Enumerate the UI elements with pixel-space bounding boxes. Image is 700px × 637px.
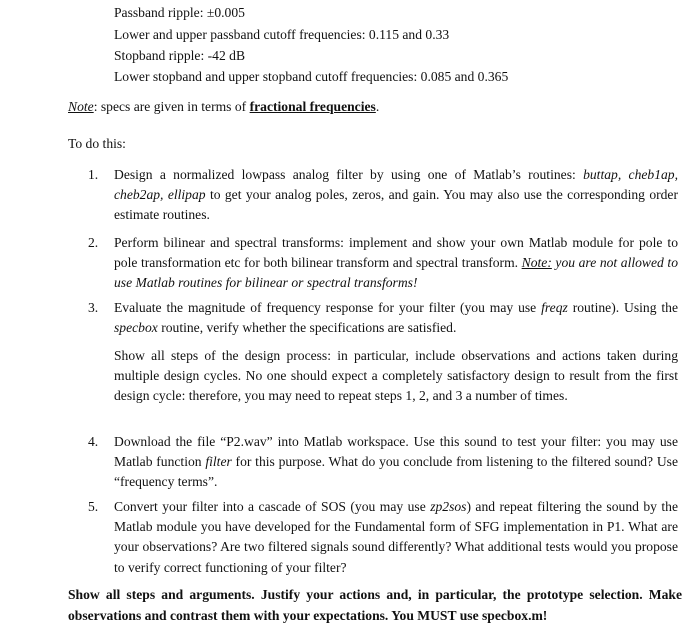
routine-filter: filter [205,454,232,470]
task-text-part: Download the file “P2.wav” into Matlab workspace. Use this sound to test your filter: you may use Matlab function [114,434,678,470]
task-number: 3. [88,300,99,315]
task-text [114,233,678,294]
routine-specbox: specbox [114,320,158,336]
task-text-part: for this purpose. What do you conclude from listening to the filtered sound? Use “frequency terms”. [114,454,678,490]
matlab-routines: buttap, cheb1ap, cheb2ap, ellipap [114,167,678,203]
note-label: Note [68,99,94,114]
task-number: 2. [88,235,99,250]
task-text-part: ) and repeat filtering the sound by the Matlab module you have developed for the Fundamental form of SFG implementation in P1. What are your observations? Are two filtered signals sound differently? What additional tests would you propose to verify correct functioning of your filter? [114,499,679,575]
task-text [114,432,678,493]
note-end: . [375,99,380,114]
task-text-part: Perform bilinear and spectral transforms: implement and show your own Matlab module for pole to pole transformation etc for both bilinear transform and spectral transform. [114,235,678,271]
task-text-part: Design a normalized lowpass analog filter by using one of Matlab’s routines: [114,167,584,182]
task-text-part: routine, verify whether the specifications are satisfied. [157,320,457,336]
note-text: : specs are given in terms of [93,99,250,114]
spec-passband-ripple: Passband ripple: ±0.005 [114,5,245,20]
task-note-label: Note: [521,255,552,271]
note-emphasis: fractional frequencies [249,99,376,114]
task-text [114,497,678,578]
task-number: 4. [88,434,99,449]
spec-passband-cutoffs: Lower and upper passband cutoff frequencies: 0.115 and 0.33 [114,27,450,42]
routine-freqz: freqz [541,300,568,315]
note-line [68,98,379,116]
final-instructions: Show all steps and arguments. Justify your actions and, in particular, the prototype selection. Make observations and contrast them with your expectations. You MUST use specbox.m! [68,587,682,623]
task-note-text: you are not allowed to use Matlab routines for bilinear or spectral transforms! [114,255,678,291]
task-number: 1. [88,167,99,182]
task-number: 5. [88,499,99,514]
todo-heading: To do this: [68,136,126,151]
design-process-paragraph: Show all steps of the design process: in particular, include observations and actions taken during multiple design cycles. No one should expect a completely satisfactory design to result from the first design cycle: therefore, you may need to repeat steps 1, 2, and 3 a number of times. [114,348,678,404]
task-text-part: routine). Using the [567,300,678,315]
spec-stopband-cutoffs: Lower stopband and upper stopband cutoff frequencies: 0.085 and 0.365 [114,69,509,84]
task-text [114,298,678,338]
task-text [114,165,678,226]
task-text-part: Evaluate the magnitude of frequency response for your filter (you may use [114,300,542,315]
routine-zp2sos: zp2sos [430,499,467,514]
task-text-part: Convert your filter into a cascade of SOS (you may use [114,499,431,514]
task-text-part: to get your analog poles, zeros, and gain. You may also use the corresponding order estimate routines. [114,187,678,223]
spec-stopband-ripple: Stopband ripple: -42 dB [114,48,246,63]
